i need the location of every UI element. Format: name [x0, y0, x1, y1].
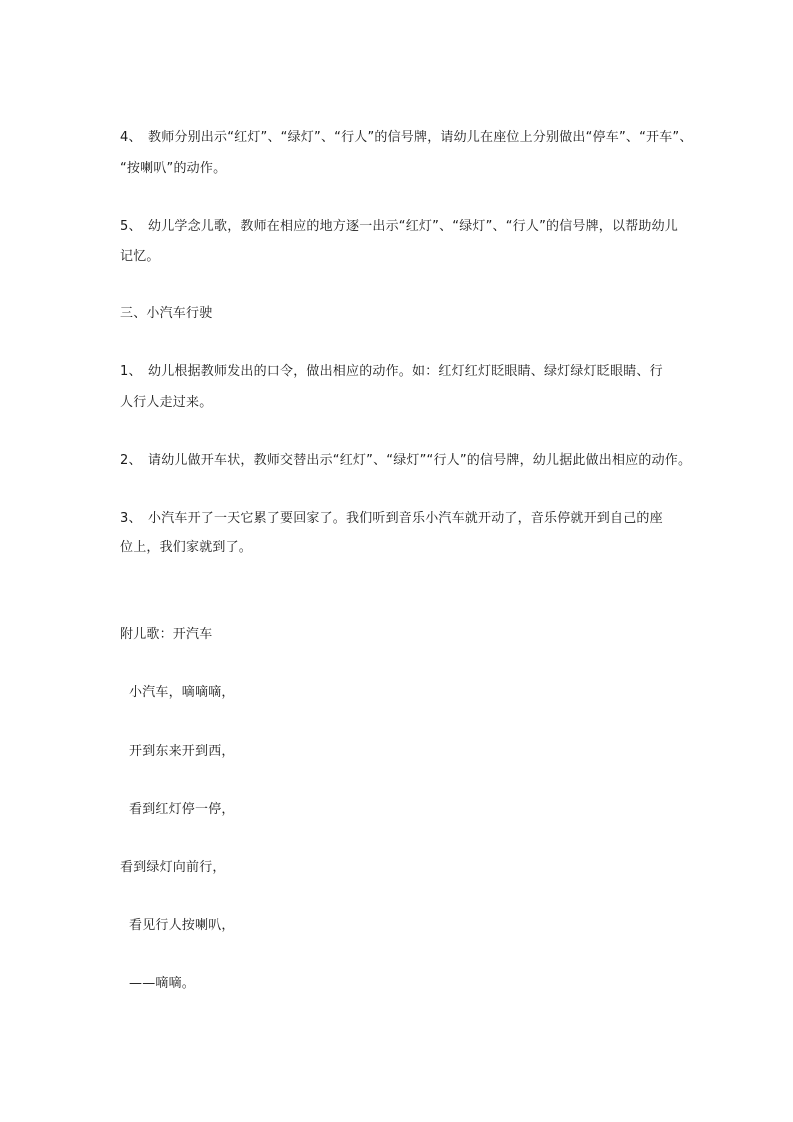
part3-step2-number: 2、	[120, 453, 142, 468]
song-line-4: 看到绿灯向前行，	[120, 860, 226, 875]
part3-step1-line1	[120, 364, 680, 380]
part3-step3-line1	[120, 511, 680, 527]
step4-line1	[120, 130, 693, 146]
part3-step3-text-line1: 小汽车开了一天它累了要回家了。我们听到音乐小汽车就开动了，音乐停就开到自己的座	[148, 511, 663, 526]
song-line-2: 开到东来开到西，	[129, 744, 235, 759]
song-line-5: 看见行人按喇叭，	[129, 918, 235, 933]
step5-text-line1: 幼儿学念儿歌，教师在相应的地方逐一出示“红灯”、“绿灯”、“行人”的信号牌，以帮助幼儿	[148, 219, 679, 234]
step5-line2	[120, 249, 680, 265]
part3-step1-text-line2: 人行人走过来。	[120, 395, 213, 410]
part3-step2-text-line1: 请幼儿做开车状，教师交替出示“红灯”、“绿灯”“行人”的信号牌，幼儿据此做出相应的动作。	[148, 453, 692, 468]
step5-number: 5、	[120, 219, 142, 234]
part3-step2-line1	[120, 453, 692, 469]
step4-text-line1: 教师分别出示“红灯”、“绿灯”、“行人”的信号牌，请幼儿在座位上分别做出“停车”、“开车”、	[148, 130, 693, 145]
part3-step1-line2	[120, 395, 680, 411]
song-line-3: 看到红灯停一停，	[129, 802, 235, 817]
step4-text-line2: “按喇叭”的动作。	[120, 161, 227, 176]
step4-line2	[120, 161, 680, 177]
part3-step3-text-line2: 位上，我们家就到了。	[120, 540, 253, 555]
step4-number: 4、	[120, 130, 142, 145]
song-line-1: 小汽车，嘀嘀嘀，	[129, 685, 235, 700]
part3-step3-number: 3、	[120, 511, 142, 526]
part3-step1-number: 1、	[120, 364, 142, 379]
song-title: 附儿歌：开汽车	[120, 627, 213, 642]
step5-line1	[120, 219, 680, 235]
part3-step1-text-line1: 幼儿根据教师发出的口令，做出相应的动作。如：红灯红灯眨眼睛、绿灯绿灯眨眼睛、行	[148, 364, 663, 379]
part3-heading: 三、小汽车行驶	[120, 306, 213, 321]
step5-text-line2: 记忆。	[120, 249, 160, 264]
part3-step3-line2	[120, 540, 680, 556]
song-line-6: ——嘀嘀。	[129, 976, 196, 991]
